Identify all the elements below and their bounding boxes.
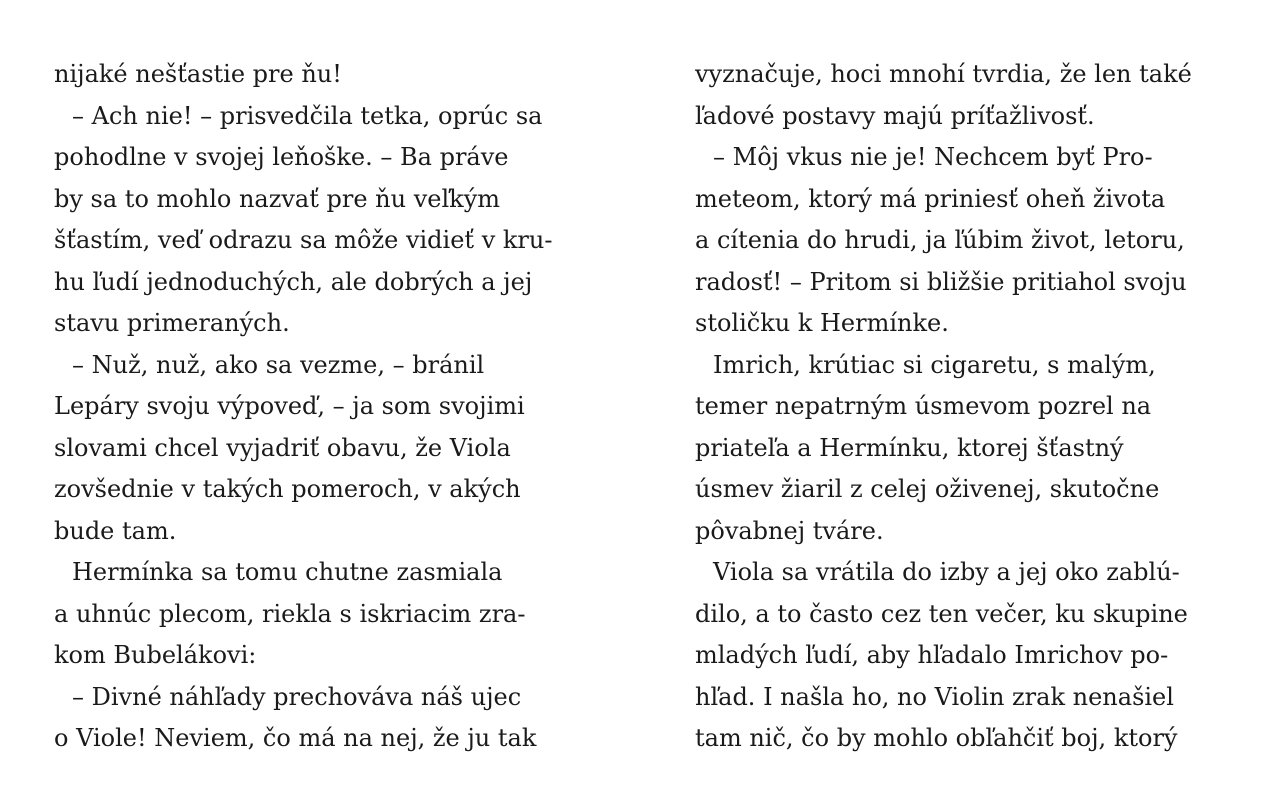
right-page — [695, 54, 1235, 760]
left-page-text-line: o Viole! Neviem, čo má na nej, že ju tak — [54, 724, 537, 752]
left-page-text-line: šťastím, veď odrazu sa môže vidieť v kru- — [54, 226, 553, 254]
left-page-text-line: hu ľudí jednoduchých, ale dobrých a jej — [54, 267, 533, 296]
right-page-text-line: pôvabnej tváre. — [695, 516, 884, 545]
left-page-text-line: pohodlne v svojej leňoške. – Ba práve — [54, 143, 509, 171]
right-page-text-line: – Môj vkus nie je! Nechcem byť Pro- — [713, 143, 1153, 171]
right-page-text-line: priateľa a Hermínku, ktorej šťastný — [695, 433, 1124, 462]
left-page — [54, 54, 594, 760]
left-page-text-line: Hermínka sa tomu chutne zasmiala — [72, 558, 503, 586]
left-page-text-line: by sa to mohlo nazvať pre ňu veľkým — [54, 184, 501, 213]
left-page-text-line: – Divné náhľady prechováva náš ujec — [72, 682, 522, 711]
right-page-text-line: Imrich, krútiac si cigaretu, s malým, — [713, 350, 1156, 379]
left-page-text-line: Lepáry svoju výpoveď, – ja som svojimi — [54, 392, 525, 420]
left-page-text-line: zovšednie v takých pomeroch, v akých — [54, 475, 521, 503]
left-page-text-line: slovami chcel vyjadriť obavu, že Viola — [54, 433, 511, 462]
right-page-text-line: úsmev žiaril z celej oživenej, skutočne — [695, 475, 1160, 503]
right-page-text-line: tam nič, čo by mohlo obľahčiť boj, ktorý — [695, 724, 1178, 752]
right-page-text-line: mladých ľudí, aby hľadalo Imrichov po- — [695, 641, 1169, 669]
left-page-text-line: kom Bubelákovi: — [54, 641, 257, 669]
right-page-text-line: dilo, a to často cez ten večer, ku skupine — [695, 599, 1188, 628]
left-page-text-line: a uhnúc plecom, riekla s iskriacim zra- — [54, 599, 526, 628]
right-page-text-line: meteom, ktorý má priniesť oheň života — [695, 184, 1166, 213]
left-page-text-line: – Nuž, nuž, ako sa vezme, – bránil — [72, 350, 485, 379]
right-page-text-line: hľad. I našla ho, no Violin zrak nenašiel — [695, 682, 1174, 711]
right-page-text-line: vyznačuje, hoci mnohí tvrdia, že len také — [695, 60, 1192, 88]
left-page-text-line: – Ach nie! – prisvedčila tetka, oprúc sa — [72, 101, 543, 130]
right-page-text-line: stoličku k Hermínke. — [695, 309, 949, 337]
right-page-text-line: Viola sa vrátila do izby a jej oko zablú- — [713, 558, 1180, 586]
right-page-text-line: radosť! – Pritom si bližšie pritiahol svoju — [695, 267, 1187, 296]
right-page-text-line: ľadové postavy majú príťažlivosť. — [695, 101, 1095, 130]
left-page-text-line: stavu primeraných. — [54, 309, 290, 337]
left-page-text-line: nijaké nešťastie pre ňu! — [54, 60, 342, 88]
right-page-text-line: temer nepatrným úsmevom pozrel na — [695, 392, 1152, 420]
left-page-text-line: bude tam. — [54, 516, 177, 545]
right-page-text-line: a cítenia do hrudi, ja ľúbim život, letoru, — [695, 226, 1185, 254]
